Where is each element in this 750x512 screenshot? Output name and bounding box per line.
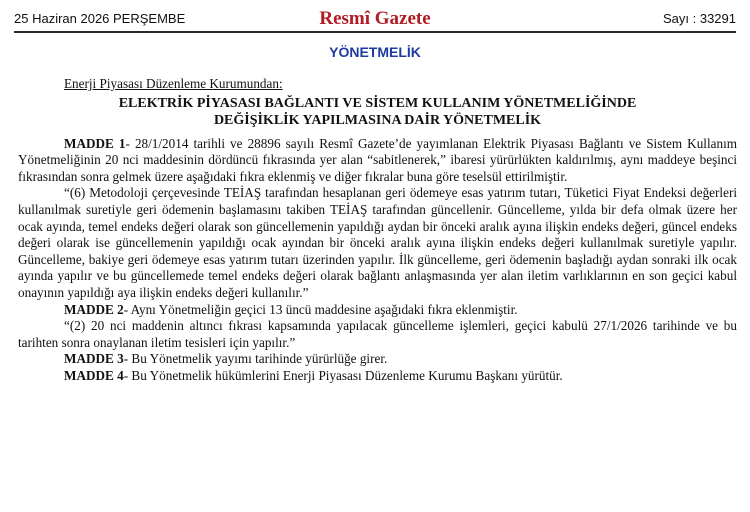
article-2-added-paragraph <box>18 318 737 351</box>
regulation-title-line-2: DEĞİŞİKLİK YAPILMASINA DAİR YÖNETMELİK <box>213 113 542 129</box>
issuing-institution: Enerji Piyasası Düzenleme Kurumundan: <box>64 76 283 91</box>
publication-date: 25 Haziran 2026 PERŞEMBE <box>14 11 186 26</box>
gazette-title: Resmî Gazete <box>319 8 431 29</box>
article-3 <box>18 351 737 368</box>
article-4 <box>18 368 737 385</box>
article-1 <box>18 136 737 186</box>
article-text: “(6) Metodoloji çerçevesinde TEİAŞ tarafından hesaplanan geri ödemeye esas yatırım tutarı, Tüketici Fiyat Endeksi değerleri kullanılmak suretiyle geri ödemenin başlamasını takiben TEİAŞ tarafından güncellenir. Güncelleme, yılda bir defa olmak üzere her ocak ayında, temel endeks değeri olarak son güncellemenin yapıldığı aydan bir önceki aralık ayına ilişkin endeks değeri, güncel endeks değeri olarak ise güncellemenin yapıldığı ocak ayından bir önceki aralık ayına ilişkin endeks değeri kullanılmak suretiyle yapılır. Güncelleme, bakiye geri ödemeye esas yatırım tutarı üzerinden yapılır. İlk güncelleme, geri ödemenin başladığı aydan sonraki ilk ocak ayında yapılır ve bu güncellemede temel endeks değeri olarak bağlantı anlaşmasında yer alan iletim varlıklarının en son geçici kabul onayının yapıldığı aya ilişkin endeks değeri kullanılır.” <box>18 185 737 300</box>
header-divider <box>14 31 736 33</box>
section-title: YÖNETMELİK <box>329 44 421 60</box>
regulation-title-line-1: ELEKTRİK PİYASASI BAĞLANTI VE SİSTEM KULLANIM YÖNETMELİĞİNDE <box>118 95 637 111</box>
article-text: - Bu Yönetmelik yayımı tarihinde yürürlüğe girer. <box>123 351 388 367</box>
article-text: - Aynı Yönetmeliğin geçici 13 üncü maddesine aşağıdaki fıkra eklenmiştir. <box>123 301 518 317</box>
regulation-body <box>18 76 737 385</box>
gazette-header <box>14 8 736 30</box>
article-2 <box>18 302 737 319</box>
article-label: MADDE 1 <box>64 135 126 151</box>
article-label: MADDE 3 <box>64 351 124 367</box>
article-1-added-paragraph <box>18 185 737 301</box>
issue-number: Sayı : 33291 <box>663 11 736 26</box>
article-text: - Bu Yönetmelik hükümlerini Enerji Piyasası Düzenleme Kurumu Başkanı yürütür. <box>123 367 563 383</box>
article-label: MADDE 4 <box>64 367 124 383</box>
regulation-title <box>18 95 737 130</box>
article-label: MADDE 2 <box>64 301 124 317</box>
article-text: “(2) 20 nci maddenin altıncı fıkrası kapsamında yapılacak güncelleme işlemleri, geçici kabulü 27/1/2026 tarihinde ve bu tarihten sonra onaylanan iletim tesisleri için yapılır.” <box>18 318 737 350</box>
article-text: - 28/1/2014 tarihli ve 28896 sayılı Resmî Gazete’de yayımlanan Elektrik Piyasası Bağlantı ve Sistem Kullanım Yönetmeliğinin 20 nci maddesinin dördüncü fıkrasında yer alan “sabitlenerek,” ibaresi yürürlükten kaldırılmış, aynı maddeye beşinci fıkrasından sonra gelmek üzere aşağıdaki fıkra eklenmiş ve diğer fıkralar buna göre teselsül ettirilmiştir. <box>18 135 737 184</box>
